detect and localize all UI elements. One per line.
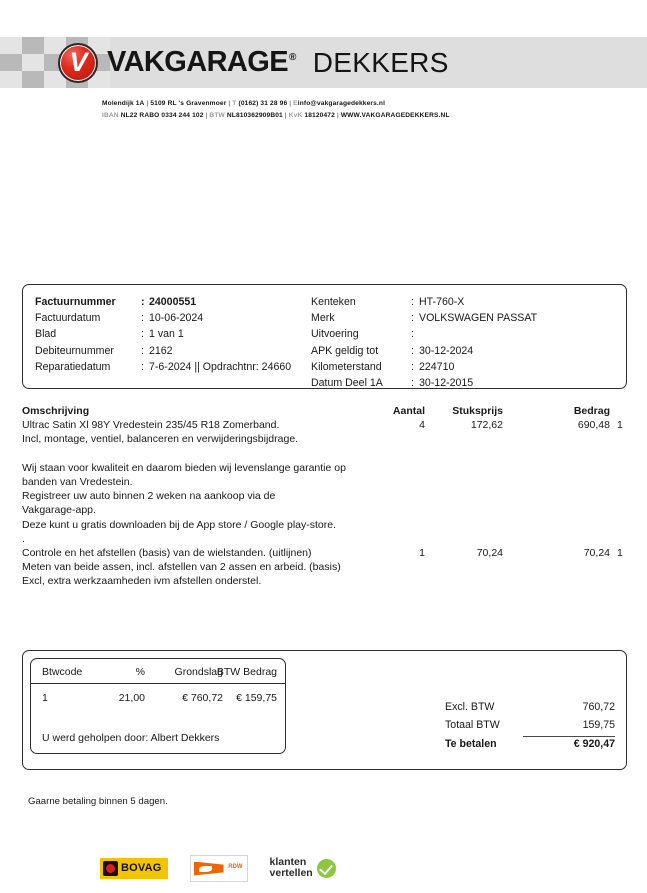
- line-item-row: [22, 489, 627, 503]
- vehicle-detail-colon: :: [411, 377, 414, 390]
- invoice-detail-value: 7-6-2024 || Opdrachtnr: 24660: [149, 360, 292, 373]
- klantenvertellen-logo: [270, 857, 336, 880]
- line-item-quantity: 4: [419, 419, 425, 432]
- green-check-icon: [317, 859, 336, 878]
- line-item-row: [22, 560, 627, 574]
- invoice-detail-value: 2162: [149, 344, 173, 357]
- total-excl-vat-value: 760,72: [582, 701, 615, 713]
- brand-header-band: [0, 37, 647, 88]
- line-item-row: [22, 461, 627, 475]
- vehicle-detail-row: [311, 310, 537, 326]
- vat-row-percent: 21,00: [118, 692, 145, 704]
- vat-row-code: 1: [42, 692, 48, 704]
- vat-row-amount: € 159,75: [236, 692, 277, 704]
- line-item-description: Vakgarage-app.: [22, 504, 96, 517]
- phone-label: T: [232, 100, 237, 107]
- column-header-quantity: Aantal: [392, 405, 425, 417]
- vehicle-detail-value: HT-760-X: [419, 296, 465, 308]
- contact-line-address: Molendijk 1A | 5109 RL 's Gravenmoer | T (0162) 31 28 96 | Einfo@vakgaragedekkers.nl: [102, 100, 386, 107]
- invoice-detail-label: Debiteurnummer: [35, 344, 114, 357]
- brand-name: VAKGARAGE: [107, 46, 288, 78]
- vehicle-detail-label: APK geldig tot: [311, 344, 379, 357]
- klantenvertellen-line1: klanten: [269, 855, 307, 868]
- company-btw-number: NL810362909B01: [226, 111, 283, 119]
- line-item-row: [22, 447, 627, 461]
- line-item-description: Ultrac Satin Xl 98Y Vredestein 235/45 R18 Zomerband.: [22, 419, 280, 432]
- bovag-mark-icon: [103, 861, 118, 876]
- served-by-note: U werd geholpen door: Albert Dekkers: [42, 732, 220, 744]
- column-header-description: Omschrijving: [22, 405, 90, 417]
- payment-terms-note: Gaarne betaling binnen 5 dagen.: [28, 796, 168, 807]
- invoice-detail-colon: :: [141, 296, 145, 308]
- line-item-vat-code: 1: [617, 546, 623, 559]
- invoice-details-left-column: [35, 294, 291, 375]
- column-header-unit-price: Stuksprijs: [452, 405, 503, 417]
- invoice-detail-colon: :: [141, 312, 144, 325]
- line-item-description: .: [22, 532, 25, 545]
- registered-mark-icon: ®: [288, 52, 296, 64]
- vehicle-detail-row: [311, 326, 537, 342]
- amount-payable-value: € 920,47: [573, 738, 615, 750]
- invoice-detail-colon: :: [141, 328, 144, 341]
- line-item-amount: 690,48: [577, 419, 610, 432]
- iban-label: IBAN: [102, 111, 119, 119]
- bovag-logo: [100, 858, 168, 879]
- email-label: E: [293, 100, 298, 107]
- line-item-description: banden van Vredestein.: [22, 475, 133, 488]
- brand-lockup: [58, 37, 449, 88]
- column-header-amount: Bedrag: [573, 405, 610, 417]
- vehicle-detail-label: Datum Deel 1A: [311, 377, 383, 390]
- vehicle-detail-colon: :: [411, 312, 414, 325]
- invoice-detail-value: 24000551: [149, 296, 197, 308]
- vat-row-base: € 760,72: [182, 692, 223, 704]
- line-items-header-row: [22, 404, 627, 418]
- company-email: info@vakgaragedekkers.nl: [297, 100, 386, 107]
- line-item-row: [22, 503, 627, 517]
- line-item-description: Registreer uw auto binnen 2 weken na aankoop via de: [22, 490, 276, 503]
- vehicle-detail-colon: :: [411, 344, 414, 357]
- company-website: WWW.VAKGARAGEDEKKERS.NL: [340, 111, 450, 119]
- line-item-description: Incl, montage, ventiel, balanceren en verwijderingsbijdrage.: [22, 433, 299, 446]
- invoice-detail-label: Blad: [35, 328, 57, 341]
- invoice-detail-label: Factuurdatum: [35, 312, 101, 325]
- company-iban: NL22 RABO 0334 244 102: [120, 111, 204, 119]
- total-vat-label: Totaal BTW: [445, 718, 500, 731]
- contact-line-fiscal: IBAN NL22 RABO 0334 244 102 | BTW NL810362909B01 | KvK 18120472 | WWW.VAKGARAGEDEKKERS.NL: [102, 111, 450, 119]
- invoice-detail-row: [35, 343, 291, 359]
- vat-breakdown-box: [30, 658, 286, 754]
- line-items-table: [22, 404, 627, 588]
- company-phone: (0162) 31 28 96: [238, 100, 288, 107]
- brand-sub-name: DEKKERS: [312, 46, 449, 78]
- brand-wordmark: [107, 48, 296, 77]
- invoice-detail-label: Reparatiedatum: [35, 360, 111, 373]
- rdw-logo-text: RDW: [228, 863, 243, 870]
- line-item-description: Deze kunt u gratis downloaden bij de App store / Google play-store.: [22, 518, 337, 531]
- invoice-detail-colon: :: [141, 344, 144, 357]
- line-item-row: [22, 546, 627, 560]
- company-contact-block: [102, 98, 450, 121]
- vehicle-detail-colon: :: [411, 296, 414, 308]
- invoice-detail-row: [35, 359, 291, 375]
- company-postal-city: 5109 RL 's Gravenmoer: [150, 100, 227, 107]
- vehicle-detail-label: Merk: [311, 312, 335, 325]
- vehicle-detail-row: [311, 375, 537, 391]
- vehicle-detail-label: Uitvoering: [311, 328, 359, 341]
- vehicle-detail-value: 30-12-2024: [419, 344, 474, 357]
- vehicle-detail-row: [311, 359, 537, 375]
- line-item-quantity: 1: [419, 546, 425, 559]
- company-kvk-number: 18120472: [304, 111, 335, 119]
- total-vat-value: 159,75: [582, 718, 615, 731]
- invoice-detail-label: Factuurnummer: [35, 296, 116, 308]
- klantenvertellen-logo-text: [270, 857, 313, 880]
- amount-payable-row: [445, 736, 615, 754]
- vehicle-detail-colon: :: [411, 360, 414, 373]
- line-item-unit-price: 172,62: [470, 419, 503, 432]
- line-item-description: Excl, extra werkzaamheden ivm afstellen onderstel.: [22, 575, 262, 588]
- line-item-amount: 70,24: [583, 546, 610, 559]
- invoice-details-box: [22, 284, 627, 389]
- vehicle-detail-label: Kenteken: [311, 296, 356, 308]
- certification-logos: [100, 848, 336, 888]
- vat-table-header-row: [31, 659, 285, 684]
- line-item-vat-code: 1: [617, 419, 623, 432]
- vehicle-details-right-column: [311, 294, 537, 391]
- total-vat-row: [445, 717, 615, 735]
- vat-column-header-base: Grondslag: [174, 666, 223, 678]
- vehicle-detail-colon: :: [411, 328, 414, 341]
- invoice-detail-colon: :: [141, 360, 144, 373]
- vakgarage-v-badge-icon: [58, 43, 98, 83]
- totals-block: [445, 699, 615, 754]
- bovag-logo-text: BOVAG: [121, 861, 162, 874]
- vehicle-detail-row: [311, 343, 537, 359]
- vat-column-header-percent: %: [135, 666, 145, 678]
- vehicle-detail-value: VOLKSWAGEN PASSAT: [419, 312, 538, 325]
- invoice-detail-value: 10-06-2024: [149, 312, 204, 325]
- invoice-detail-row: [35, 310, 291, 326]
- vehicle-detail-value: 30-12-2015: [419, 377, 474, 390]
- rdw-logo: [190, 855, 248, 882]
- total-excl-vat-row: [445, 699, 615, 717]
- line-item-description: Controle en het afstellen (basis) van de wielstanden. (uitlijnen): [22, 546, 312, 559]
- vat-column-header-amount: BTW Bedrag: [216, 666, 277, 678]
- kvk-label: KvK: [288, 111, 303, 119]
- invoice-detail-row: [35, 326, 291, 342]
- total-excl-vat-label: Excl. BTW: [445, 701, 495, 713]
- line-item-row: [22, 475, 627, 489]
- line-item-row: [22, 418, 627, 432]
- line-item-row: [22, 532, 627, 546]
- vehicle-detail-value: 224710: [419, 360, 455, 373]
- invoice-detail-value: 1 van 1: [149, 328, 184, 341]
- vehicle-detail-label: Kilometerstand: [311, 360, 382, 373]
- vehicle-detail-row: [311, 294, 537, 310]
- line-item-row: [22, 432, 627, 446]
- btw-label: BTW: [209, 111, 225, 119]
- company-address: Molendijk 1A: [102, 100, 145, 107]
- line-item-row: [22, 574, 627, 588]
- line-item-row: [22, 518, 627, 532]
- line-items-body: [22, 418, 627, 588]
- invoice-detail-row: [35, 294, 291, 310]
- klantenvertellen-line2: vertellen: [269, 867, 313, 879]
- line-item-unit-price: 70,24: [476, 546, 503, 559]
- vat-column-header-code: Btwcode: [42, 666, 83, 678]
- line-item-description: Wij staan voor kwaliteit en daarom bieden wij levenslange garantie op: [22, 461, 346, 474]
- rdw-flag-icon: [194, 862, 224, 876]
- line-item-description: Meten van beide assen, incl. afstellen van 2 assen en arbeid. (basis): [22, 561, 341, 574]
- amount-payable-label: Te betalen: [445, 738, 497, 750]
